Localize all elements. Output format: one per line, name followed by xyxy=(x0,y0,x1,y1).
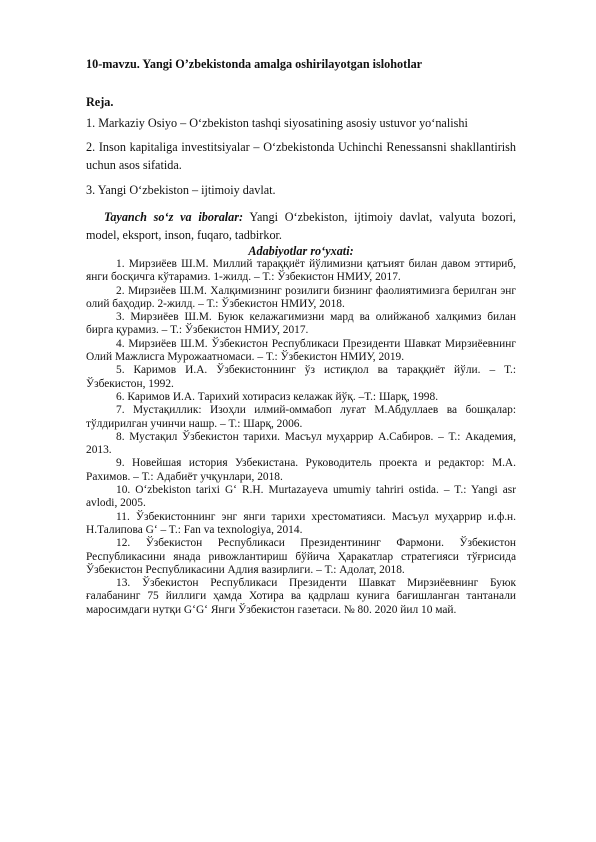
plan-heading: Reja. xyxy=(86,95,114,109)
literature-list xyxy=(86,258,516,617)
reference-item: 4. Мирзиёев Ш.М. Ўзбекистон Республикаси Президенти Шавкат Мирзиёевнинг Олий Мажлисга Мурожаатномаси. – Т.: Ўзбекистон НМИУ, 2019. xyxy=(86,337,516,364)
literature-heading: Adabiyotlar ro‘yxati: xyxy=(248,244,354,258)
reference-item: 13. Ўзбекистон Республикаси Президенти Шавкат Мирзиёевнинг Буюк ғалабанинг 75 йиллиги ҳамда Хотира ва қадрлаш кунига бағишланган тантанали маросимдаги нутқи G‘G‘ Янги Ўзбекистон газетаси. № 80. 2020 йил 10 май. xyxy=(86,577,516,616)
page-title: 10-mavzu. Yangi O’zbekistonda amalga oshirilayotgan islohotlar xyxy=(86,57,423,71)
reference-item: 7. Мустақиллик: Изоҳли илмий-оммабоп луғат М.Абдуллаев ва бошқалар: тўлдирилган учинчи нашр. – Т.: Шарқ, 2006. xyxy=(86,404,516,430)
reference-item: 10. O‘zbekiston tarixi G‘ R.H. Murtazayeva umumiy tahriri ostida. – T.: Yangi asr avlodi, 2005. xyxy=(86,484,516,510)
plan-item-1: 1. Markaziy Osiyo – O‘zbekiston tashqi siyosatining asosiy ustuvor yo‘nalishi xyxy=(86,116,468,130)
reference-item: 3. Мирзиёев Ш.М. Буюк келажагимизни мард ва олийжаноб халқимиз билан бирга қурамиз. – Т.: Ўзбекистон НМИУ, 2017. xyxy=(86,311,516,337)
reference-item: 9. Новейшая история Узбекистана. Руководитель проекта и редактор: М.А. Рахимов. – Т.: Адабиёт учқунлари, 2018. xyxy=(86,457,516,483)
reference-item: 6. Каримов И.А. Тарихий хотирасиз келажак йўқ. –Т.: Шарқ, 1998. xyxy=(116,390,439,403)
keywords-label: Tayanch so‘z va iboralar: xyxy=(104,210,244,224)
reference-item: 12. Ўзбекистон Республикаси Президентининг Фармони. Ўзбекистон Республикасини янада ривожлантириш бўйича Ҳаракатлар стратегияси тўғрисида Ўзбекистон Республикасини Адлия вазирлиги. – Т.: Адолат, 2018. xyxy=(86,537,516,576)
reference-item: 5. Каримов И.А. Ўзбекистоннинг ўз истиқлол ва тараққиёт йўли. – Т.: Ўзбекистон, 1992. xyxy=(86,364,516,390)
keywords-paragraph xyxy=(86,208,516,244)
plan-item-3: 3. Yangi O‘zbekiston – ijtimoiy davlat. xyxy=(86,183,276,197)
keywords-text: Yangi O‘zbekiston, ijtimoiy davlat, valyuta bozori, model, eksport, inson, fuqaro, tadbirkor. xyxy=(86,210,516,242)
reference-item: 8. Мустақил Ўзбекистон тарихи. Масъул муҳаррир А.Сабиров. – Т.: Академия, 2013. xyxy=(86,430,516,457)
reference-item: 2. Мирзиёев Ш.М. Халқимизнинг розилиги бизнинг фаолиятимизга берилган энг олий баҳодир. 2-жилд. – Т.: Ўзбекистон НМИУ, 2018. xyxy=(86,284,516,310)
plan-item-2: 2. Inson kapitaliga investitsiyalar – O‘zbekistonda Uchinchi Renessansni shakllantirish uchun asos sifatida. xyxy=(86,140,516,172)
reference-item: 11. Ўзбекистоннинг энг янги тарихи хрестоматияси. Масъул муҳаррир и.ф.н. Н.Талипова G‘ – T.: Fan va texnologiya, 2014. xyxy=(86,510,516,536)
reference-item: 1. Мирзиёев Ш.М. Миллий тараққиёт йўлимизни қатъият билан давом эттириб, янги босқичга кўтарамиз. 1-жилд. – Т.: Ўзбекистон НМИУ, 2017. xyxy=(86,258,516,284)
